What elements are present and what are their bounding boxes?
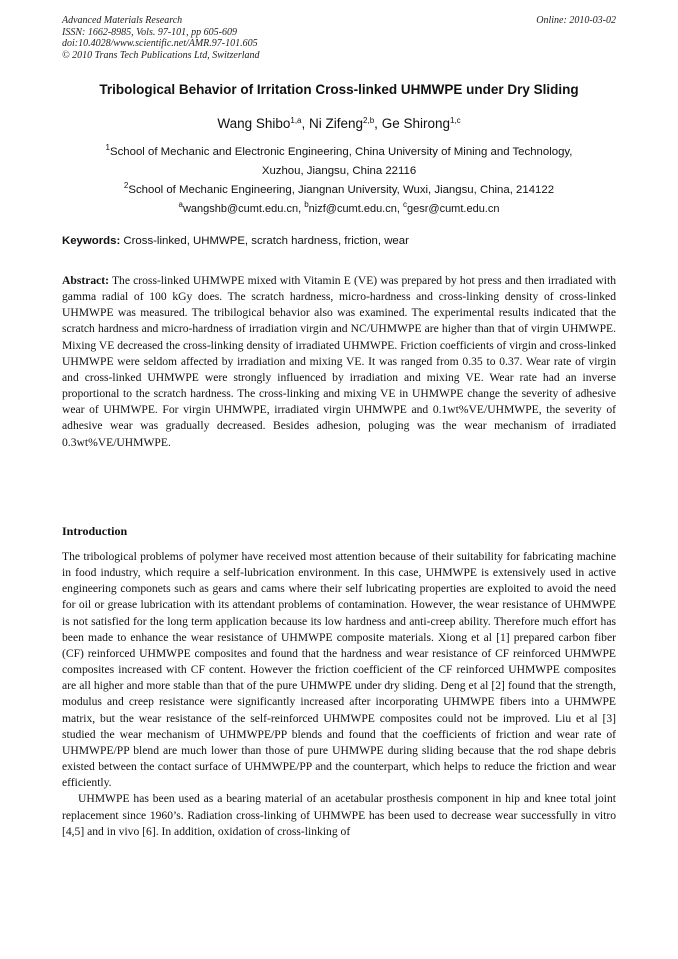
email[interactable]: $^b$nizf@cumt.edu.cn xyxy=(304,200,397,215)
affiliation-1-line-1: $^1$School of Mechanic and Electronic Engineering, China University of Mining and Technology, xyxy=(105,143,573,158)
author: Wang Shibo$^{1,a}$, xyxy=(217,116,310,131)
keywords-label: Keywords: xyxy=(62,235,121,247)
affiliations xyxy=(62,143,616,219)
journal-info xyxy=(62,15,616,61)
email-list: $^a$wangshb@cumt.edu.cn, $^b$nizf@cumt.edu.cn, $^c$gesr@cumt.edu.cn xyxy=(178,200,500,215)
email[interactable]: $^a$wangshb@cumt.edu.cn xyxy=(178,200,299,215)
email[interactable]: $^c$gesr@cumt.edu.cn xyxy=(403,200,500,215)
paragraph: The tribological problems of polymer have received most attention because of their suitability for fabricating machine in food industry, which require a self-lubrication environment. In this case, UHMWPE is extensively used in active engineering componets such as gears and cams where their self lubricating properties are exploited to avoid the need for oil or grease lubrication with its attendant problems of contamination. However, the wear resistance of UHMWPE is not satisfied for the long term application because its low hardness and anti-creep ability. Therefore much effort has been made to enhance the wear resistance of UHMWPE composite materials. Xiong et al [1] prepared carbon fiber (CF) reinforced UHMWPE composites and found that the hardness and wear resistance of CF reinforced UHMWPE composites increased with CF content. However the friction coefficient of the CF reinforced UHMWPE composites are all higher and more stable than that of the pure UHMWPE under dry sliding. Deng et al [2] found that the strength, modulus and creep resistance were significantly increased after incorporating UHMWPE fibers into a UHMWPE matrix, but the wear resistance of the self-reinforced UHMWPE composites could not be improved. Liu et al [3] studied the wear mechanism of UHMWPE/PP blends and found that the coefficients of friction and wear rate of UHMWPE/PP blend are much lower than those of pure UHMWPE during sliding because that the rod shape debris existed between the contact surface of UHMWPE/PP and the counterpart, which helps to reduce the friction and wear efficiently. xyxy=(62,550,616,790)
author-list xyxy=(0,116,678,131)
paragraph: UHMWPE has been used as a bearing material of an acetabular prosthesis component in hip and knee total joint replacement since 1960’s. Radiation cross-linking of UHMWPE has been used to decrease wear successfully in vitro [4,5] and in vivo [6]. In addition, oxidation of cross-linking of xyxy=(62,792,616,838)
author: Ge Shirong$^{1,c}$ xyxy=(381,116,461,131)
affiliation-1-line-2: Xuzhou, Jiangsu, China 22116 xyxy=(261,165,417,177)
introduction-body xyxy=(62,549,616,840)
affiliation-2: $^2$School of Mechanic Engineering, Jiangnan University, Wuxi, Jiangsu, China, 214122 xyxy=(123,181,555,196)
journal-name: Advanced Materials Research xyxy=(62,15,183,26)
section-heading-introduction: Introduction xyxy=(62,524,128,538)
issn-line: ISSN: 1662-8985, Vols. 97-101, pp 605-609 xyxy=(62,26,237,38)
online-date: Online: 2010-03-02 xyxy=(536,15,616,26)
keywords-text: Cross-linked, UHMWPE, scratch hardness, friction, wear xyxy=(120,235,409,247)
abstract xyxy=(62,273,616,451)
abstract-label: Abstract: xyxy=(62,274,110,287)
abstract-text: The cross-linked UHMWPE mixed with Vitamin E (VE) was prepared by hot press and then irradiated with gamma radial of 100 kGy does. The scratch hardness, micro-hardness and cross-linking density of cross-linked UHMWPE was measured. The tribilogical behavior also was examined. The experimental results indicated that the scratch hardness and micro-hardness of irradiation virgin and NC/UHMWPE are higher than that of virgin UHMWPE. Mixing VE decreased the cross-linking density of irradiated UHMWPE. Friction coefficients of virgin and cross-linked UHMWPE were seldom affected by irradiation and mixing VE. It was ranged from 0.35 to 0.37. Wear rate of virgin and cross-linked UHMWPE were strongly influenced by irradiation and mixing VE. Wear rate had an inverse proportional to the scratch hardness. The cross-linking and mixing VE in UHMWPE change the severity of adhesive wear of UHMWPE. For virgin UHMWPE, irradiated virgin UHMWPE and 0.1wt%VE/UHMWPE, the severity of adhesive wear was gradually decreased. Besides adhesion, poluging was the wear mechanism of irradiated 0.3wt%VE/UHMWPE. xyxy=(62,274,616,449)
copyright-line: © 2010 Trans Tech Publications Ltd, Switzerland xyxy=(62,49,260,61)
author: Ni Zifeng$^{2,b}$, xyxy=(309,116,382,131)
doi-line: doi:10.4028/www.scientific.net/AMR.97-101.605 xyxy=(62,38,258,49)
keywords xyxy=(62,235,616,247)
paper-title: Tribological Behavior of Irritation Cross-linked UHMWPE under Dry Sliding xyxy=(99,82,579,97)
page-header xyxy=(62,15,616,61)
